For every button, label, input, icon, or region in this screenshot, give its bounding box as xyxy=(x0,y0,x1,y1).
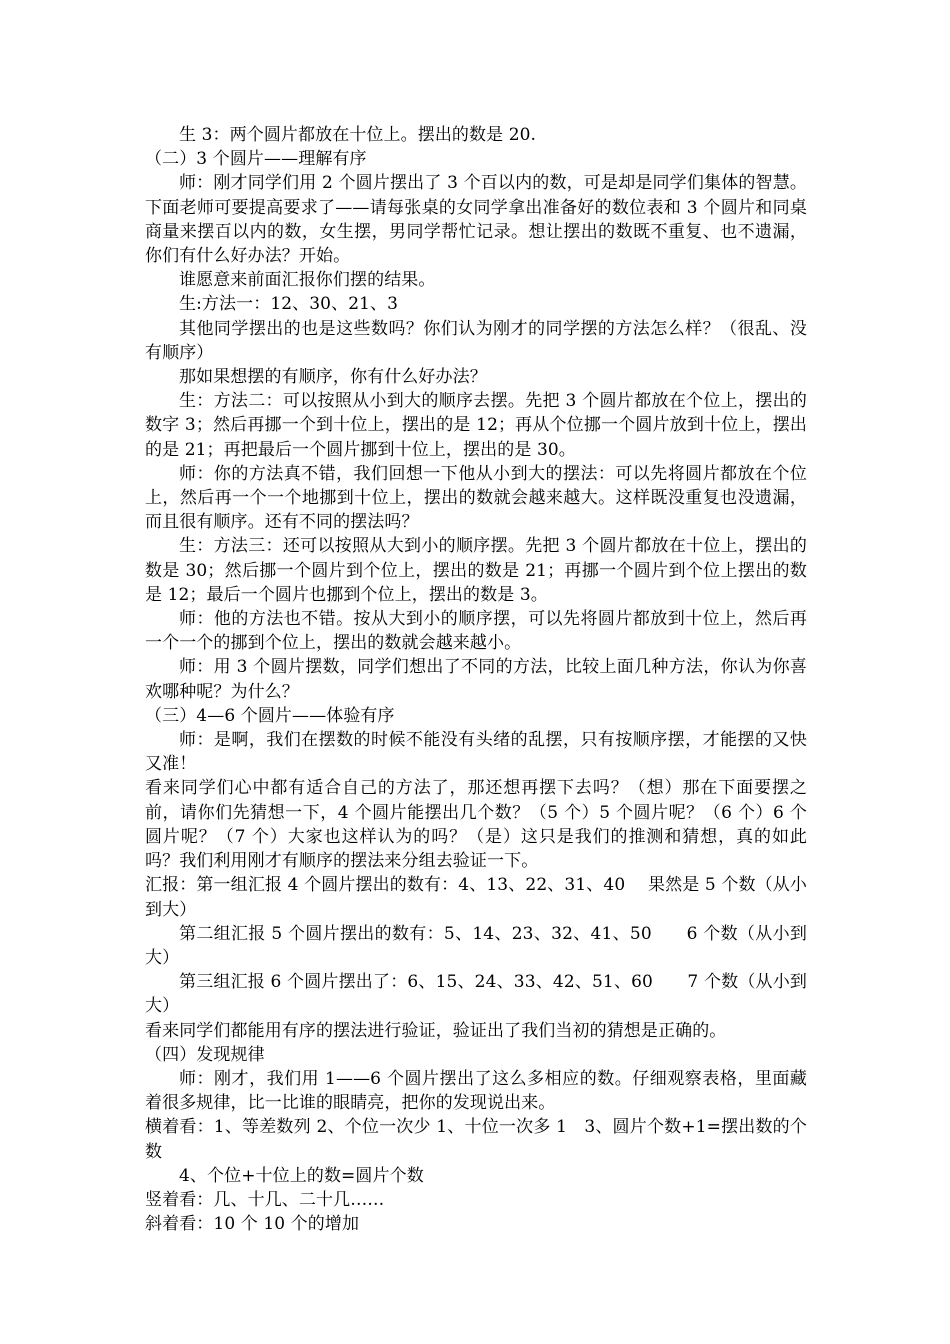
paragraph-vertical: 竖着看：几、十几、二十几…… xyxy=(145,1189,385,1210)
document-body xyxy=(145,123,807,1236)
paragraph-method-three: 生：方法三：还可以按照从大到小的顺序摆。先把 3 个圆片都放在十位上，摆出的数是 30；然后挪一个圆片到个位上，摆出的数是 21；再挪一个圆片到个位上摆出的数是 12；最后一个圆片也挪到个位上，摆出的数是 3。 xyxy=(145,536,807,605)
paragraph-question-method: 其他同学摆出的也是这些数吗？你们认为刚才的同学摆的方法怎么样？（很乱、没有顺序） xyxy=(145,318,807,363)
paragraph-teacher-task: 师：刚才同学们用 2 个圆片摆出了 3 个百以内的数，可是却是同学们集体的智慧。下面老师可要提高要求了——请每张桌的女同学拿出准备好的数位表和 3 个圆片和同桌商量来摆百以内的数，女生摆，男同学帮忙记录。想让摆出的数既不重复、也不遗漏，你们有什么好办法？开始。 xyxy=(145,173,807,267)
paragraph-teacher-order: 师：是啊，我们在摆数的时候不能没有头绪的乱摆，只有按顺序摆，才能摆的又快又准！ xyxy=(145,730,807,775)
paragraph-teacher-review: 师：你的方法真不错，我们回想一下他从小到大的摆法：可以先将圆片都放在个位上，然后再一个一个地挪到十位上，摆出的数就会越来越大。这样既没重复也没遗漏，而且很有顺序。还有不同的摆法吗？ xyxy=(145,463,807,533)
paragraph-horizontal-4: 4、个位+十位上的数=圆片个数 xyxy=(179,1165,424,1186)
paragraph-student3-answer: 生 3：两个圆片都放在十位上。摆出的数是 20. xyxy=(179,125,537,145)
paragraph-teacher-observe: 师：刚才，我们用 1——6 个圆片摆出了这么多相应的数。仔细观察表格，里面藏着很多规律，比一比谁的眼睛亮，把你的发现说出来。 xyxy=(145,1068,807,1114)
section-heading-four: （四）发现规律 xyxy=(145,1044,265,1065)
paragraph-report-group-one: 汇报：第一组汇报 4 个圆片摆出的数有：4、13、22、31、40 果然是 5 个数（从小到大） xyxy=(145,875,807,920)
paragraph-method-one: 生:方法一：12、30、21、3 xyxy=(179,294,399,315)
paragraph-guess: 看来同学们心中都有适合自己的方法了，那还想再摆下去吗？（想）那在下面要摆之前，请你们先猜想一下，4 个圆片能摆出几个数？（5 个）5 个圆片呢？（6 个）6 个圆片呢？（7 个）大家也这样认为的吗？（是）这只是我们的推测和猜想，真的如此吗？我们利用刚才有顺序的摆法来分组去验证一下。 xyxy=(145,778,807,872)
paragraph-diagonal: 斜着看：10 个 10 个的增加 xyxy=(145,1214,360,1235)
section-heading-three: （三）4—6 个圆片——体验有序 xyxy=(145,705,395,726)
paragraph-order-question: 那如果想摆的有顺序，你有什么好办法？ xyxy=(179,367,487,388)
section-heading-two: （二）3 个圆片——理解有序 xyxy=(145,149,367,170)
paragraph-report-group-three: 第三组汇报 6 个圆片摆出了：6、15、24、33、42、51、60 7 个数（从小到大） xyxy=(145,972,807,1017)
paragraph-method-two: 生：方法二：可以按照从小到大的顺序去摆。先把 3 个圆片都放在个位上，摆出的数字 3；然后再挪一个到十位上，摆出的是 12；再从个位挪一个圆片放到十位上，摆出的是 21；再把最后一个圆片挪到十位上，摆出的是 30。 xyxy=(145,391,807,460)
paragraph-teacher-compare: 师：用 3 个圆片摆数，同学们想出了不同的方法，比较上面几种方法，你认为你喜欢哪种呢？为什么？ xyxy=(145,657,807,702)
paragraph-verify: 看来同学们都能用有序的摆法进行验证，验证出了我们当初的猜想是正确的。 xyxy=(145,1020,727,1041)
paragraph-teacher-comment: 师：他的方法也不错。按从大到小的顺序摆，可以先将圆片都放到十位上，然后再一个一个的挪到个位上，摆出的数就会越来越小。 xyxy=(145,609,807,654)
paragraph-horizontal: 横着看：1、等差数列 2、个位一次少 1、十位一次多 1 3、圆片个数+1=摆出数的个数 xyxy=(145,1117,807,1162)
paragraph-report-invite: 谁愿意来前面汇报你们摆的结果。 xyxy=(179,270,436,291)
paragraph-report-group-two: 第二组汇报 5 个圆片摆出的数有：5、14、23、32、41、50 6 个数（从小到大） xyxy=(145,923,807,968)
